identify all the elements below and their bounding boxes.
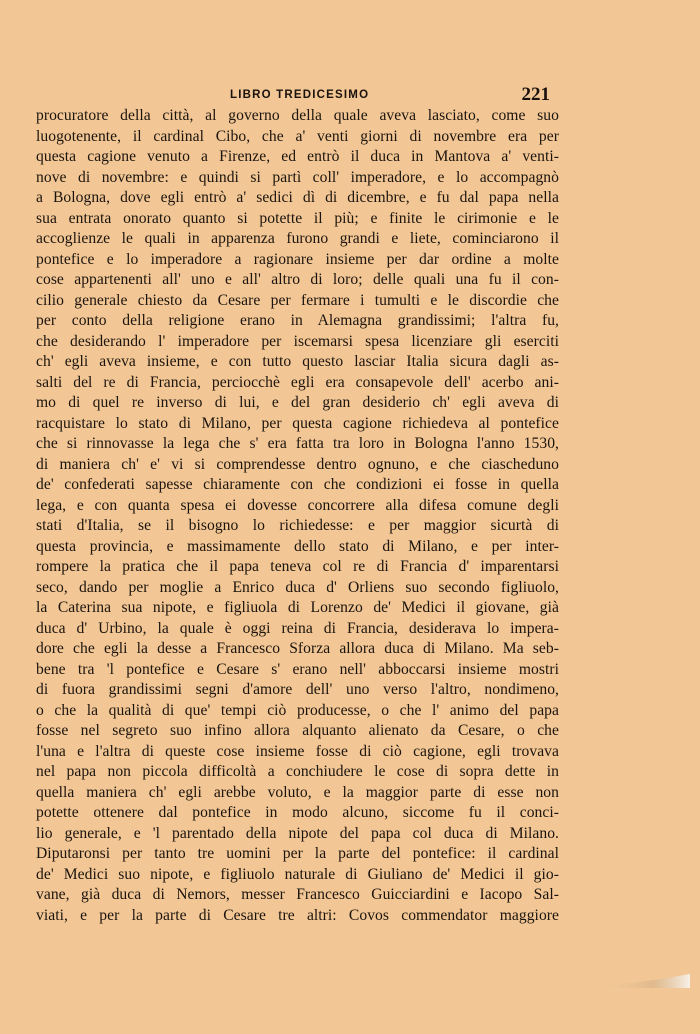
running-head: LIBRO TREDICESIMO — [230, 89, 370, 101]
text-line: nove di novembre: e quindi si partì coll' imperadore, e lo accompagnò — [36, 168, 559, 186]
text-line: quella maniera ch' egli arebbe voluto, e la maggior parte di esse non — [36, 783, 559, 801]
text-line: fosse nel segreto suo infino allora alquanto alienato da Cesare, o che — [36, 722, 559, 739]
text-line: lio generale, e 'l parentado della nipote del papa col duca di Milano. — [36, 824, 559, 842]
page-number: 221 — [521, 84, 550, 105]
text-line: racquistare lo stato di Milano, per questa cagione richiedeva al pontefice — [36, 414, 559, 432]
text-line: che desiderando l' imperadore per iscemarsi spesa licenziare gli eserciti — [36, 332, 559, 350]
text-line: a Bologna, dove egli entrò a' sedici dì di dicembre, e fu dal papa nella — [36, 189, 559, 206]
text-line: questa provincia, e massimamente dello stato di Milano, e per inter- — [36, 537, 559, 555]
text-line: duca d' Urbino, la quale è oggi reina di Francia, desiderava lo impera- — [36, 619, 559, 637]
text-line: sua entrata onorato quanto si potette il più; e finite le cirimonie e le — [36, 209, 559, 227]
text-line: la Caterina sua nipote, e figliuola di Lorenzo de' Medici il giovane, già — [36, 599, 559, 616]
text-line: salti del re di Francia, perciocchè egli era consapevole dell' acerbo ani- — [36, 373, 559, 391]
text-line: de' confederati sapesse chiaramente con che condizioni ei fosse in quella — [36, 476, 559, 493]
text-line: potette ottenere dal pontefice in modo alcuno, siccome fu il conci- — [36, 804, 559, 821]
text-line: nel papa non piccola difficoltà a conchiudere le cose di sopra dette in — [36, 763, 559, 780]
text-line: seco, dando per moglie a Enrico duca d' Orliens suo secondo figliuolo, — [36, 578, 559, 596]
text-line: luogotenente, il cardinal Cibo, che a' venti giorni di novembre era per — [36, 127, 559, 145]
text-line: cilio generale chiesto da Cesare per fermare i tumulti e le discordie che — [36, 291, 559, 309]
text-line: lega, e con quanta spesa ei dovesse concorrere alla difesa comune degli — [36, 496, 559, 514]
text-line: per conto della religione erano in Alemagna grandissimi; l'altra fu, — [36, 312, 559, 329]
body-text — [36, 106, 559, 926]
text-line: che si rinnovasse la lega che s' era fatta tra loro in Bologna l'anno 1530, — [36, 435, 559, 452]
text-line: de' Medici suo nipote, e figliuolo naturale di Giuliano de' Medici il gio- — [36, 865, 559, 883]
text-line: ch' egli aveva insieme, e con tutto questo lasciar Italia sicura dagli as- — [36, 353, 559, 370]
text-line: Diputaronsi per tanto tre uomini per la parte del pontefice: il cardinal — [36, 845, 559, 862]
text-line: vane, già duca di Nemors, messer Francesco Guicciardini e Iacopo Sal- — [36, 886, 559, 903]
text-line: o che la qualità di que' tempi ciò producesse, o che l' animo del papa — [36, 701, 559, 719]
text-line: di fuora grandissimi segni d'amore dell' uno verso l'altro, nondimeno, — [36, 681, 559, 698]
text-line: accoglienze le quali in apparenza furono grandi e liete, cominciarono il — [36, 230, 559, 247]
text-line: stati d'Italia, se il bisogno lo richiedesse: e per maggior sicurtà di — [36, 517, 559, 534]
text-line: di maniera ch' e' vi si comprendesse dentro ognuno, e che ciascheduno — [36, 455, 559, 473]
text-line: cose appartenenti all' uno e all' altro di loro; delle quali una fu il con- — [36, 271, 559, 288]
text-line: l'una e l'altra di queste cose insieme fosse di ciò cagione, egli trovava — [36, 742, 559, 760]
text-line: mo di quel re inverso di lui, e del gran desiderio ch' egli aveva di — [36, 394, 559, 411]
text-line: rompere la pratica che il papa teneva col re di Francia d' imparentarsi — [36, 558, 559, 575]
text-line: bene tra 'l pontefice e Cesare s' erano nell' abboccarsi insieme mostri — [36, 660, 559, 678]
text-line: dore che egli la desse a Francesco Sforza allora duca di Milano. Ma seb- — [36, 640, 559, 657]
text-line: pontefice e lo imperadore a ragionare insieme per dar ordine a molte — [36, 250, 559, 268]
text-line: procuratore della città, al governo della quale aveva lasciato, come suo — [36, 107, 559, 124]
text-line: viati, e per la parte di Cesare tre altri: Covos commendator maggiore — [36, 906, 559, 924]
text-line: questa cagione venuto a Firenze, ed entrò il duca in Mantova a' venti- — [36, 148, 559, 165]
page-corner-smudge — [598, 972, 690, 988]
